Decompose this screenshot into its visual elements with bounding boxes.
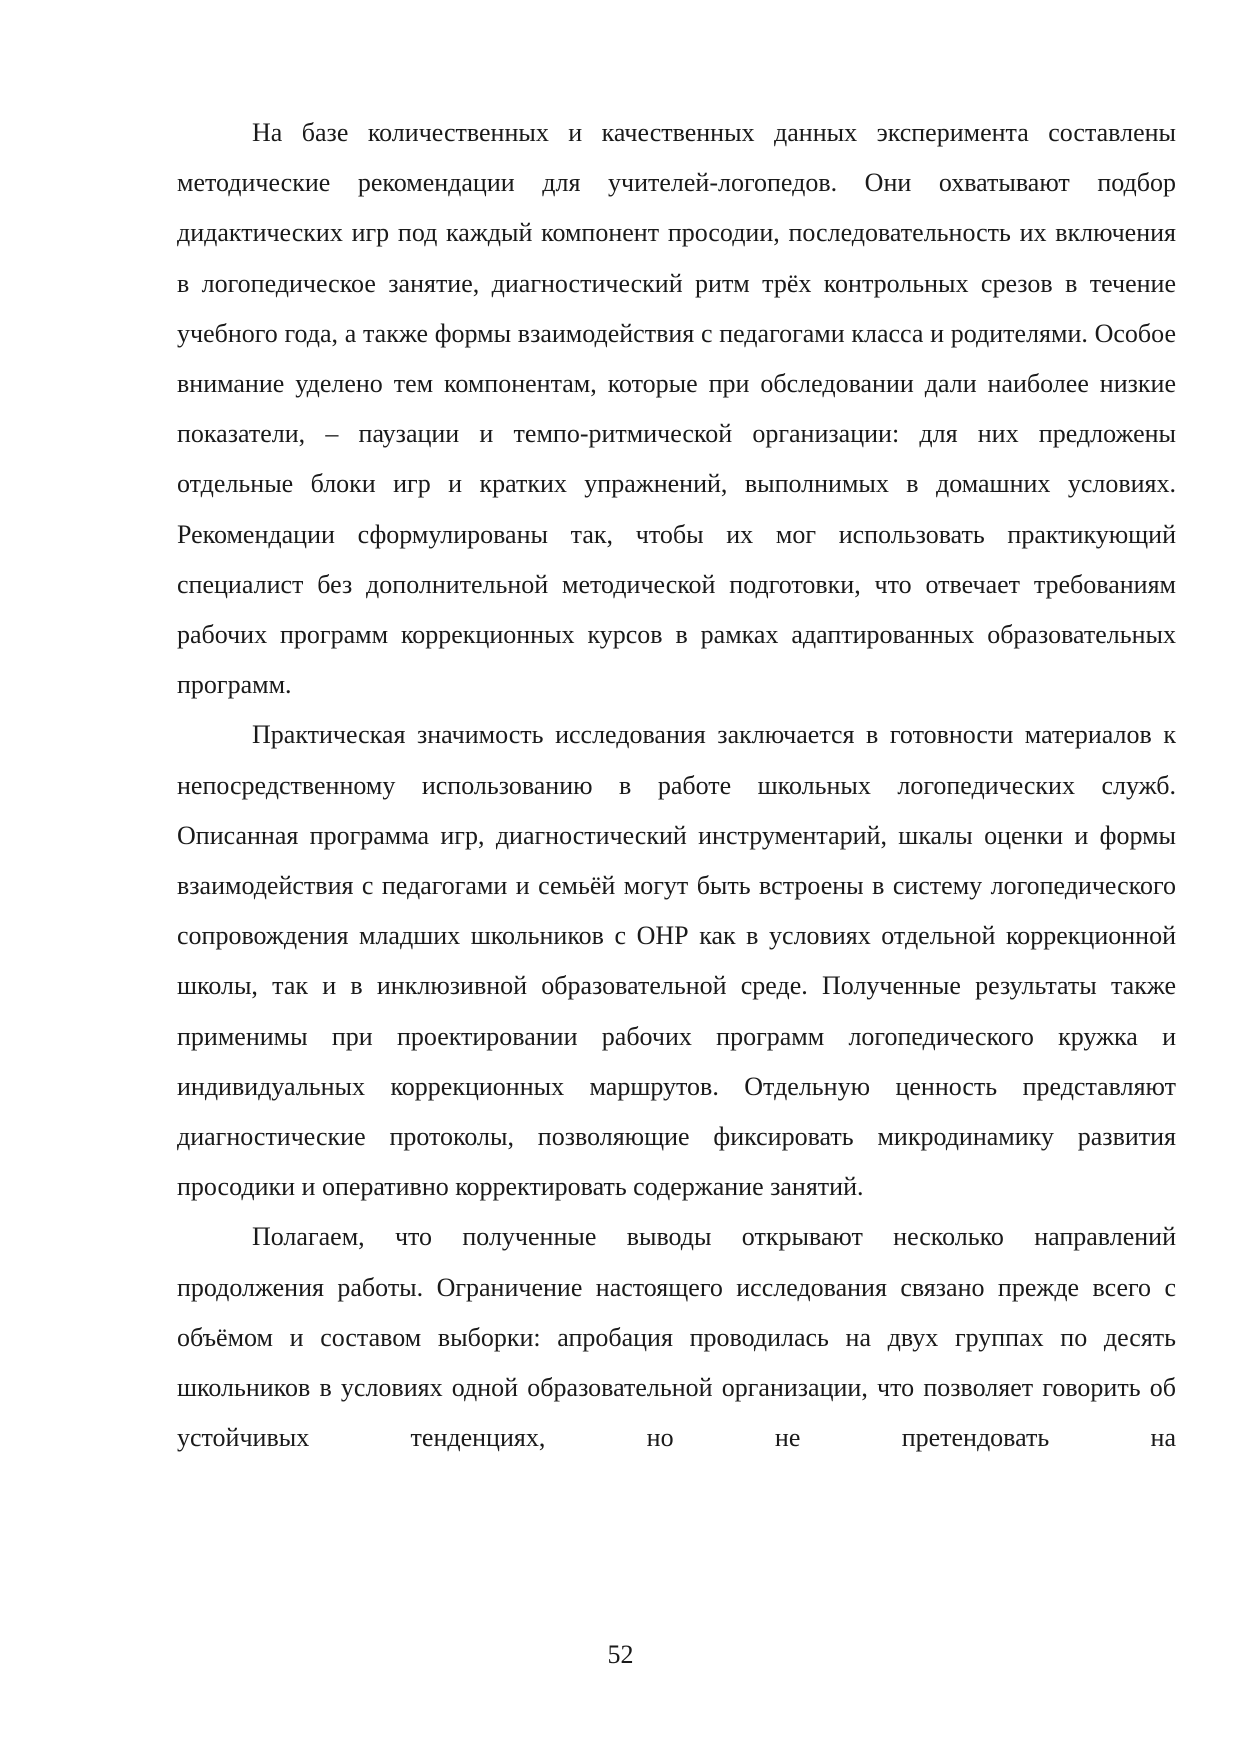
page-number: 52 <box>607 1640 634 1669</box>
paragraph-practical-significance: Практическая значимость исследования заключается в готовности материалов к непосредственному использованию в работе школьных логопедических служб. Описанная программа игр, диагностический инструментарий, шкалы оценки и формы взаимодействия с педагогами и семьёй могут быть встроены в систему логопедического сопровождения младших школьников с ОНР как в условиях отдельной коррекционной школы, так и в инклюзивной образовательной среде. Полученные результаты также применимы при проектировании рабочих программ логопедического кружка и индивидуальных коррекционных маршрутов. Отдельную ценность представляют диагностические протоколы, позволяющие фиксировать микродинамику развития просодики и оперативно корректировать содержание занятий. <box>177 720 1176 1202</box>
paragraph-recommendations: На базе количественных и качественных данных эксперимента составлены методические рекомендации для учителей-логопедов. Они охватывают подбор дидактических игр под каждый компонент просодии, последовательность их включения в логопедическое занятие, диагностический ритм трёх контрольных срезов в течение учебного года, а также формы взаимодействия с педагогами класса и родителями. Особое внимание уделено тем компонентам, которые при обследовании дали наиболее низкие показатели, – паузации и темпо-ритмической организации: для них предложены отдельные блоки игр и кратких упражнений, выполнимых в домашних условиях. Рекомендации сформулированы так, чтобы их мог использовать практикующий специалист без дополнительной методической подготовки, что отвечает требованиям рабочих программ коррекционных курсов в рамках адаптированных образовательных программ. <box>177 118 1176 700</box>
paragraph-further-directions: Полагаем, что полученные выводы открывают несколько направлений продолжения работы. Ограничение настоящего исследования связано прежде всего с объёмом и составом выборки: апробация проводилась на двух группах по десять школьников в условиях одной образовательной организации, что позволяет говорить об устойчивых тенденциях, но не претендовать на <box>177 1222 1176 1453</box>
body-text <box>177 108 1176 1463</box>
